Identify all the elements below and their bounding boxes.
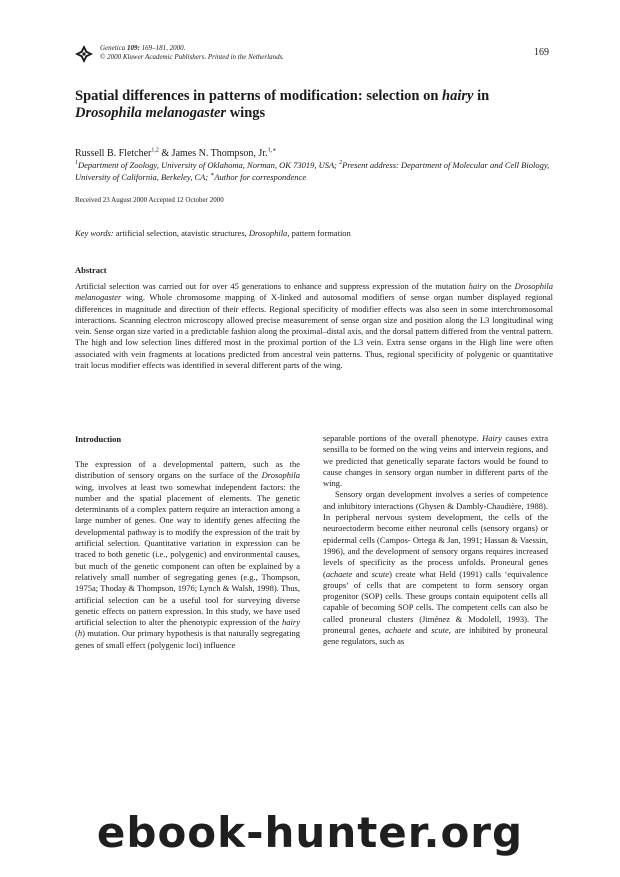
paragraph: separable portions of the overall phenotype. Hairy causes extra sensilla to be formed on the wing veins and intervein regions, and we predicted that genetically separate factors would be found to cause changes in sensory organ number in different parts of the wing. — [323, 433, 548, 489]
journal-citation — [100, 44, 284, 62]
body-column-right — [323, 433, 548, 648]
journal-name: Genetica — [100, 44, 126, 52]
kluwer-logo-icon — [74, 44, 94, 64]
abstract-text: Artificial selection was carried out for over 45 generations to enhance and suppress expression of the mutation hairy on the Drosophila melanogaster wing. Whole chromosome mapping of X-linked and autosomal modifiers of sense organ number displayed regional differences in magnitude and direction of their effects. Regional specificity of modifier effects was also seen in some interchromosomal interactions. Scanning electron microscopy allowed precise measurement of sense organ size and position along the L3 longitudinal wing vein. Sense organ size varied in a predictable fashion along the proximal–distal axis, and the dorsal pattern differed from the ventral pattern. The high and low selection lines differed most in the proximal portion of the L3 vein. Extra sense organs in the High line were often associated with vein fragments at locations predicted from ancestral vein patterns. Thus, regional specificity of polygenic or quantitative trait locus modifier effects was identified in several different parts of the wing. — [75, 281, 553, 371]
journal-volume: 109: — [127, 44, 140, 52]
keywords-label: Key words: — [75, 228, 114, 238]
author-name: Russell B. Fletcher — [75, 148, 152, 159]
copyright: © 2000 Kluwer Academic Publishers. Printed in the Netherlands. — [100, 53, 285, 61]
watermark: ebook-hunter.org — [96, 808, 524, 857]
keywords: Key words: artificial selection, atavistic structures, Drosophila, pattern formation — [75, 228, 351, 238]
received-dates: Received 23 August 2000 Accepted 12 October 2000 — [75, 196, 224, 204]
paragraph: Sensory organ development involves a series of competence and inhibitory interactions (Ghysen & Dambly-Chaudière, 1988). In peripheral nervous system development, the cells of the neuroectoderm become either neuronal cells (sensory organs) or epidermal cells (Campos- Ortega & Jan, 1991; Hassan & Vaessin, 1996), and the development of sensory organs requires increased levels of specificity as the process unfolds. Proneural genes (achaete and scute) create what Held (1991) calls ‘equivalence groups’ of cells that are competent to form sensory organ progenitor (SOP) cells. These groups contain equipotent cells all capable of becoming SOP cells. The competent cells can also be called proneural clusters (Jiménez & Modolell, 1993). The proneural genes, achaete and scute, are inhibited by proneural gene regulators, such as — [323, 489, 548, 647]
paper-title: Spatial differences in patterns of modification: selection on hairy in Drosophila melanogaster wings — [75, 88, 490, 121]
page-number: 169 — [534, 47, 549, 58]
introduction-heading: Introduction — [75, 434, 122, 444]
abstract-heading: Abstract — [75, 265, 107, 275]
affiliations: $^1$Department of Zoology, University of Oklahoma, Norman, OK 73019, USA; $^2$Present address: Department of Molecular and Cell Biology, University of California, Berkeley, CA; ∗Author for correspondence — [75, 160, 550, 182]
body-column-left — [75, 459, 300, 651]
author-name: James N. Thompson, Jr. — [171, 148, 268, 159]
paragraph: The expression of a developmental pattern, such as the distribution of sensory organs on the surface of the Drosophila wing, involves at least two somewhat independent factors: the number and the spatial placement of elements. The genetic determinants of a complex pattern require an interaction among a large number of genes. One way to identify genes affecting the developmental pathway is to modify the expression of the trait by artificial selection. Quantitative variation in expression can be traced to both genetic (i.e., polygenic) and environmental causes, but much of the genetic component can often be explained by a relatively small number of segregating genes (e.g., Thompson, 1975a; Thoday & Thompson, 1976; Lynch & Walsh, 1998). Thus, artificial selection can be a useful tool for surveying diverse genetic effects on pattern expression. In this study, we have used artificial selection to alter the phenotypic expression of the hairy (h) mutation. Our primary hypothesis is that naturally segregating genes of small effect (polygenic loci) influence — [75, 459, 300, 650]
authors: Russell B. Fletcher$^{1,2}$ & James N. Thompson, Jr.$^{1,∗}$ — [75, 147, 277, 159]
journal-pages: 169–181, 2000. — [139, 44, 186, 52]
